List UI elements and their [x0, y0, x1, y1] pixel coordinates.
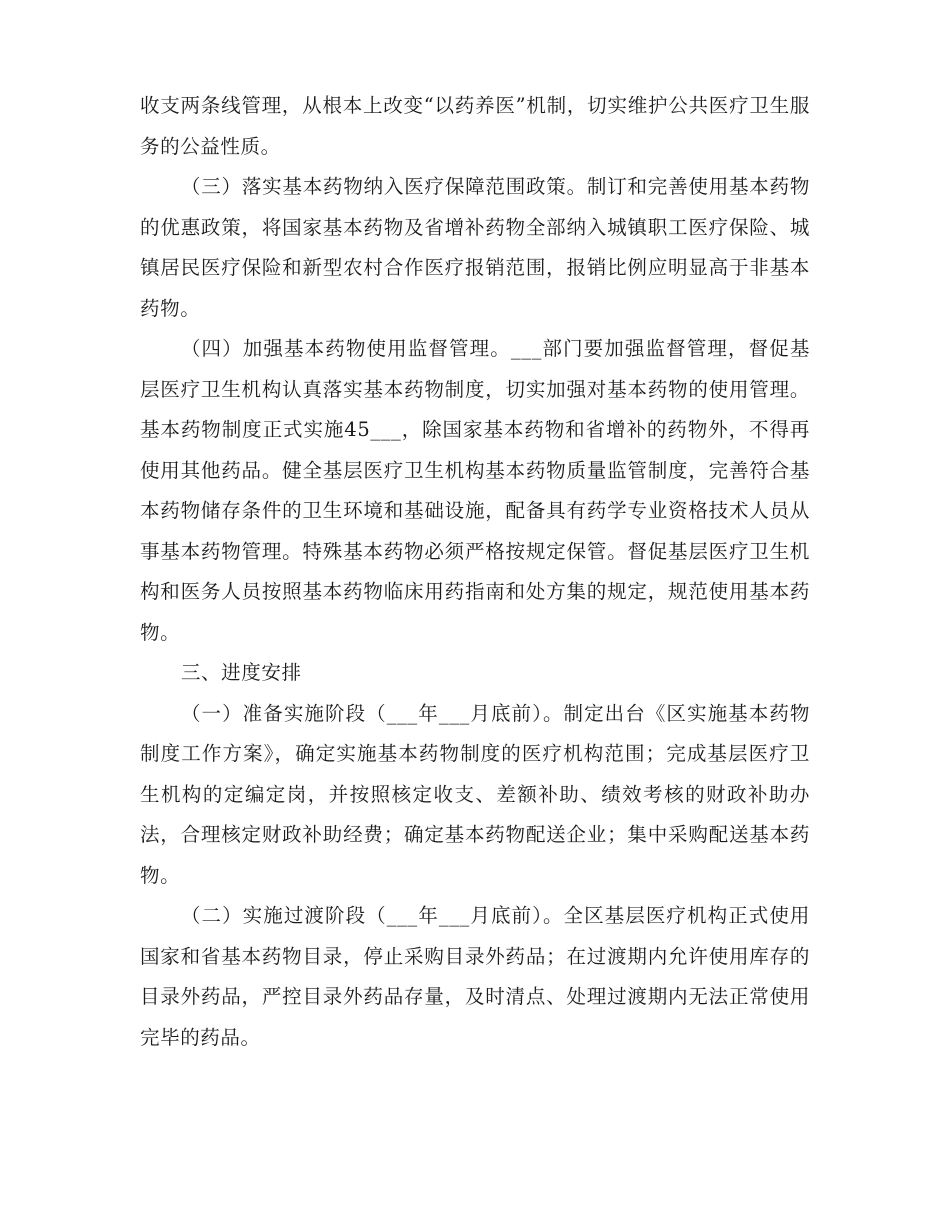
paragraph-phase-preparation: （一）准备实施阶段（___年___月底前）。制定出台《区实施基本药物制度工作方案》，确定实施基本药物制度的医疗机构范围；完成基层医疗卫生机构的定编定岗，并按照核定收支、差额补助、绩效考核的财政补助办法，合理核定财政补助经费；确定基本药物配送企业；集中采购配送基本药物。 [140, 701, 810, 887]
paragraph-item-three-insurance: （三）落实基本药物纳入医疗保障范围政策。制订和完善使用基本药物的优惠政策，将国家基本药物及省增补药物全部纳入城镇职工医疗保险、城镇居民医疗保险和新型农村合作医疗报销范围，报销比例应明显高于非基本药物。 [140, 175, 810, 320]
paragraph-phase-transition: （二）实施过渡阶段（___年___月底前）。全区基层医疗机构正式使用国家和省基本药物目录，停止采购目录外药品；在过渡期内允许使用库存的目录外药品，严控目录外药品存量，及时清点、处理过渡期内无法正常使用完毕的药品。 [140, 904, 810, 1049]
paragraph-item-four-supervision: （四）加强基本药物使用监督管理。___部门要加强监督管理，督促基层医疗卫生机构认真落实基本药物制度，切实加强对基本药物的使用管理。基本药物制度正式实施45___，除国家基本药物和省增补的药物外，不得再使用其他药品。健全基层医疗卫生机构基本药物质量监管制度，完善符合基本药物储存条件的卫生环境和基础设施，配备具有药学专业资格技术人员从事基本药物管理。特殊基本药物必须严格按规定保管。督促基层医疗卫生机构和医务人员按照基本药物临床用药指南和处方集的规定，规范使用基本药物。 [140, 337, 810, 644]
paragraph-continuation: 收支两条线管理，从根本上改变“以药养医”机制，切实维护公共医疗卫生服务的公益性质。 [140, 94, 810, 158]
section-heading-schedule: 三、进度安排 [180, 661, 302, 684]
document-body [140, 86, 810, 1058]
